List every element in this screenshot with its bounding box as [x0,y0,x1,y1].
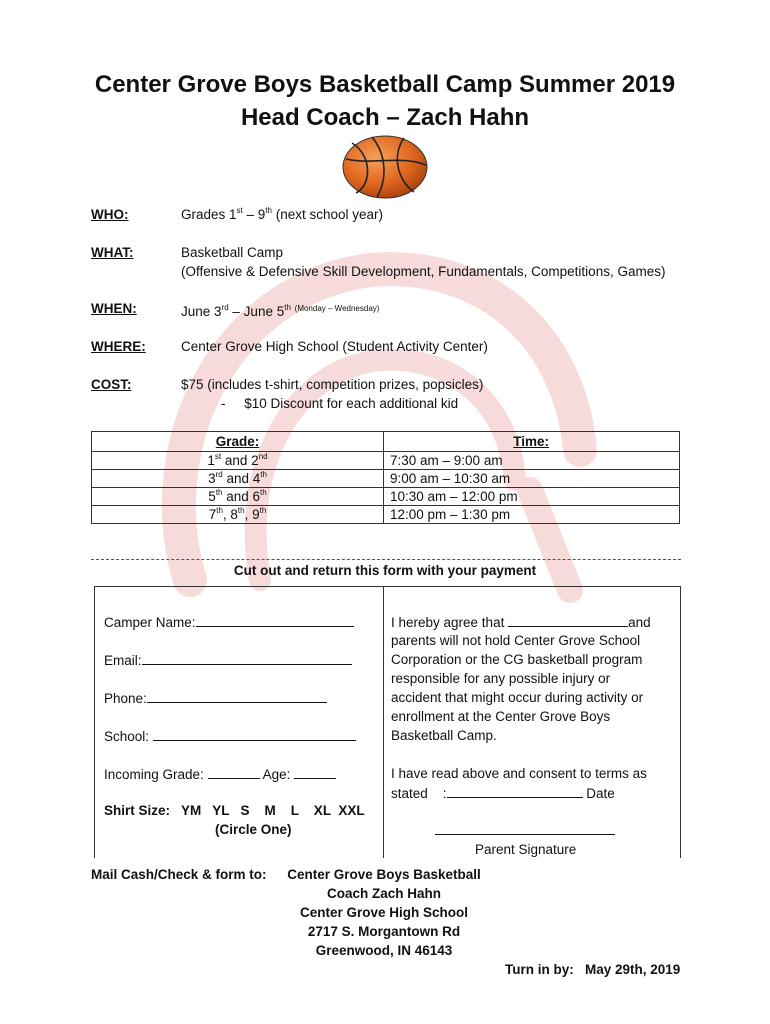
address-line: Center Grove High School [299,905,469,920]
schedule-table [91,431,680,524]
grade-age-field[interactable]: Incoming Grade: Age: [104,764,336,784]
table-row [92,506,680,524]
page-title [0,68,770,134]
address-line: Coach Zach Hahn [326,886,442,901]
grade-cell: 7th, 8th, 9th [92,506,384,524]
cost-value-line1: $75 (includes t-shirt, competition prizes, popsicles) [181,377,484,392]
table-row [92,470,680,488]
waiver-line: parents will not hold Center Grove School [391,633,641,648]
cut-instruction: Cut out and return this form with your payment [233,563,537,578]
time-cell: 9:00 am – 10:30 am [384,470,680,488]
waiver-line: accident that might occur during activity or [391,690,644,705]
time-cell: 10:30 am – 12:00 pm [384,488,680,506]
cost-discount: - $10 Discount for each additional kid [221,396,459,411]
waiver-line: Corporation or the CG basketball program [391,652,643,667]
consent-line: I have read above and consent to terms as [391,766,647,781]
mail-label: Mail Cash/Check & form to: [91,867,267,882]
waiver-first-line[interactable]: I hereby agree that and [391,612,651,632]
camper-name-field[interactable]: Camper Name: [104,612,354,632]
cost-label: COST: [91,377,132,392]
circle-one-note: (Circle One) [215,822,292,837]
table-row [92,488,680,506]
school-field[interactable]: School: [104,726,356,746]
where-label: WHERE: [91,339,146,354]
address-line: Greenwood, IN 46143 [315,943,453,958]
what-label: WHAT: [91,245,134,260]
time-header: Time: [384,432,680,452]
basketball-icon [342,135,428,199]
time-cell: 12:00 pm – 1:30 pm [384,506,680,524]
schedule-header-row [92,432,680,452]
title-line-1: Center Grove Boys Basketball Camp Summer 2019 [94,71,676,98]
grade-header: Grade: [92,432,384,452]
title-line-2: Head Coach – Zach Hahn [240,104,530,131]
form-divider [383,587,384,858]
waiver-line: enrollment at the Center Grove Boys [391,709,611,724]
table-row [92,452,680,470]
email-field[interactable]: Email: [104,650,352,670]
parent-signature-line[interactable] [435,820,615,840]
address-line: Center Grove Boys Basketball [287,867,481,882]
who-value: Grades 1st – 9th (next school year) [181,206,384,222]
mailing-address [250,865,518,960]
grade-cell: 1st and 2nd [92,452,384,470]
when-label: WHEN: [91,301,137,316]
turn-in-by: Turn in by: May 29th, 2019 [505,962,681,977]
waiver-line: responsible for any possible injury or [391,671,611,686]
time-cell: 7:30 am – 9:00 am [384,452,680,470]
where-value: Center Grove High School (Student Activity Center) [181,339,488,354]
shirt-size-row[interactable]: Shirt Size: YM YL S M L XL XXL [104,803,365,818]
address-line: 2717 S. Morgantown Rd [307,924,461,939]
who-label: WHO: [91,207,129,222]
parent-signature-label: Parent Signature [475,842,577,857]
waiver-line: Basketball Camp. [391,728,497,743]
when-value: June 3rd – June 5th $^{(Monday - Wednesday)}$ [181,303,380,319]
what-value-line2: (Offensive & Defensive Skill Development, Fundamentals, Competitions, Games) [181,264,666,279]
consent-date-field[interactable]: stated : Date [391,783,615,803]
grade-cell: 5th and 6th [92,488,384,506]
phone-field[interactable]: Phone: [104,688,327,708]
grade-cell: 3rd and 4th [92,470,384,488]
cut-line [91,559,681,560]
what-value-line1: Basketball Camp [181,245,284,260]
